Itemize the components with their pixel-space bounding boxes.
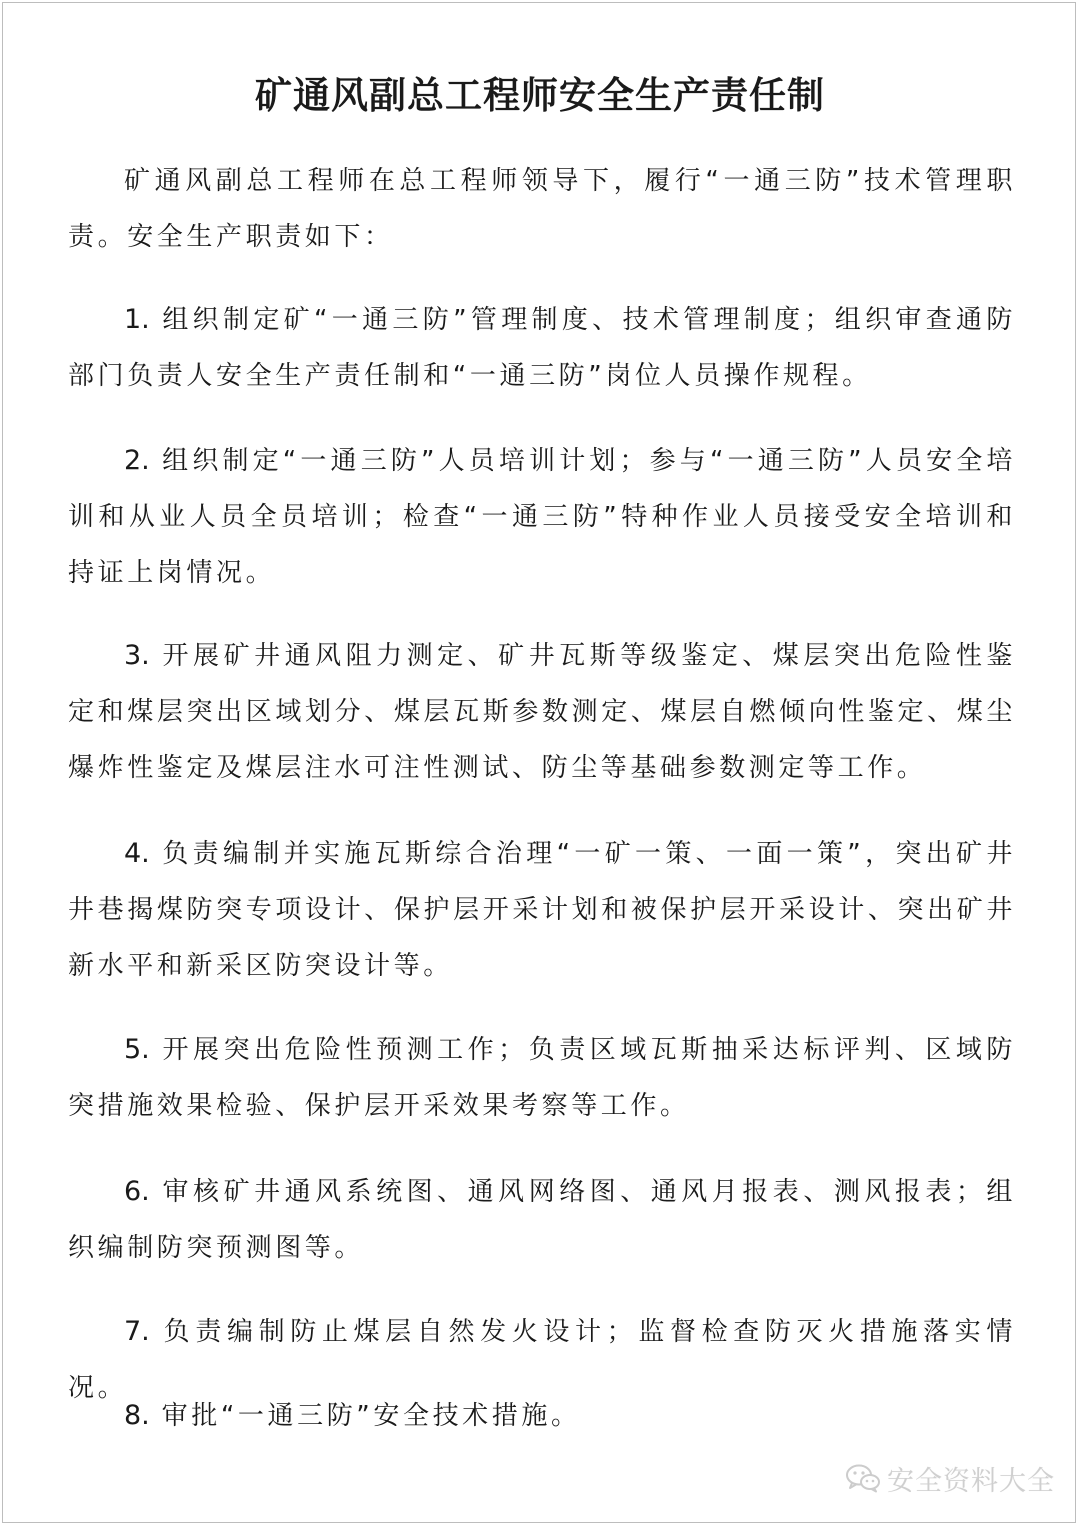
- item-number: 1.: [124, 304, 150, 335]
- item-text: 组织制定矿“一通三防”管理制度、技术管理制度；组织审查通防部门负责人安全生产责任制和“一通三防”岗位人员操作规程。: [68, 305, 1016, 391]
- item-number: 8.: [124, 1400, 150, 1431]
- item-text: 负责编制并实施瓦斯综合治理“一矿一策、一面一策”，突出矿井井巷揭煤防突专项设计、保护层开采计划和被保护层开采设计、突出矿井新水平和新采区防突设计等。: [68, 839, 1016, 981]
- item-number: 7.: [124, 1316, 150, 1347]
- intro-paragraph: 矿通风副总工程师在总工程师领导下，履行“一通三防”技术管理职责。安全生产职责如下：: [68, 166, 1016, 252]
- item-number: 3.: [124, 640, 150, 671]
- item-text: 审核矿井通风系统图、通风网络图、通风月报表、测风报表；组织编制防突预测图等。: [68, 1177, 1016, 1263]
- watermark: [845, 1458, 1055, 1498]
- item-text: 开展矿井通风阻力测定、矿井瓦斯等级鉴定、煤层突出危险性鉴定和煤层突出区域划分、煤层瓦斯参数测定、煤层自燃倾向性鉴定、煤尘爆炸性鉴定及煤层注水可注性测试、防尘等基础参数测定等工作。: [68, 641, 1016, 783]
- duty-item-5: [68, 1022, 1016, 1134]
- item-number: 6.: [124, 1176, 150, 1207]
- item-number: 4.: [124, 838, 150, 869]
- duty-item-4: [68, 826, 1016, 994]
- document-title: 矿通风副总工程师安全生产责任制: [255, 74, 825, 117]
- duty-item-8: [68, 1388, 1016, 1444]
- item-number: 2.: [124, 445, 150, 476]
- item-text: 审批“一通三防”安全技术措施。: [149, 1401, 581, 1431]
- item-number: 5.: [124, 1034, 150, 1065]
- watermark-text: 安全资料大全: [887, 1465, 1055, 1497]
- duty-item-3: [68, 628, 1016, 796]
- duty-item-2: [68, 433, 1016, 601]
- wechat-icon: [845, 1463, 887, 1493]
- item-text: 负责编制防止煤层自然发火设计；监督检查防灭火措施落实情况。: [68, 1317, 1016, 1403]
- duty-item-1: [68, 292, 1016, 404]
- item-text: 开展突出危险性预测工作；负责区域瓦斯抽采达标评判、区域防突措施效果检验、保护层开采效果考察等工作。: [68, 1035, 1016, 1121]
- item-text: 组织制定“一通三防”人员培训计划；参与“一通三防”人员安全培训和从业人员全员培训；检查“一通三防”特种作业人员接受安全培训和持证上岗情况。: [68, 446, 1016, 588]
- duty-item-6: [68, 1164, 1016, 1276]
